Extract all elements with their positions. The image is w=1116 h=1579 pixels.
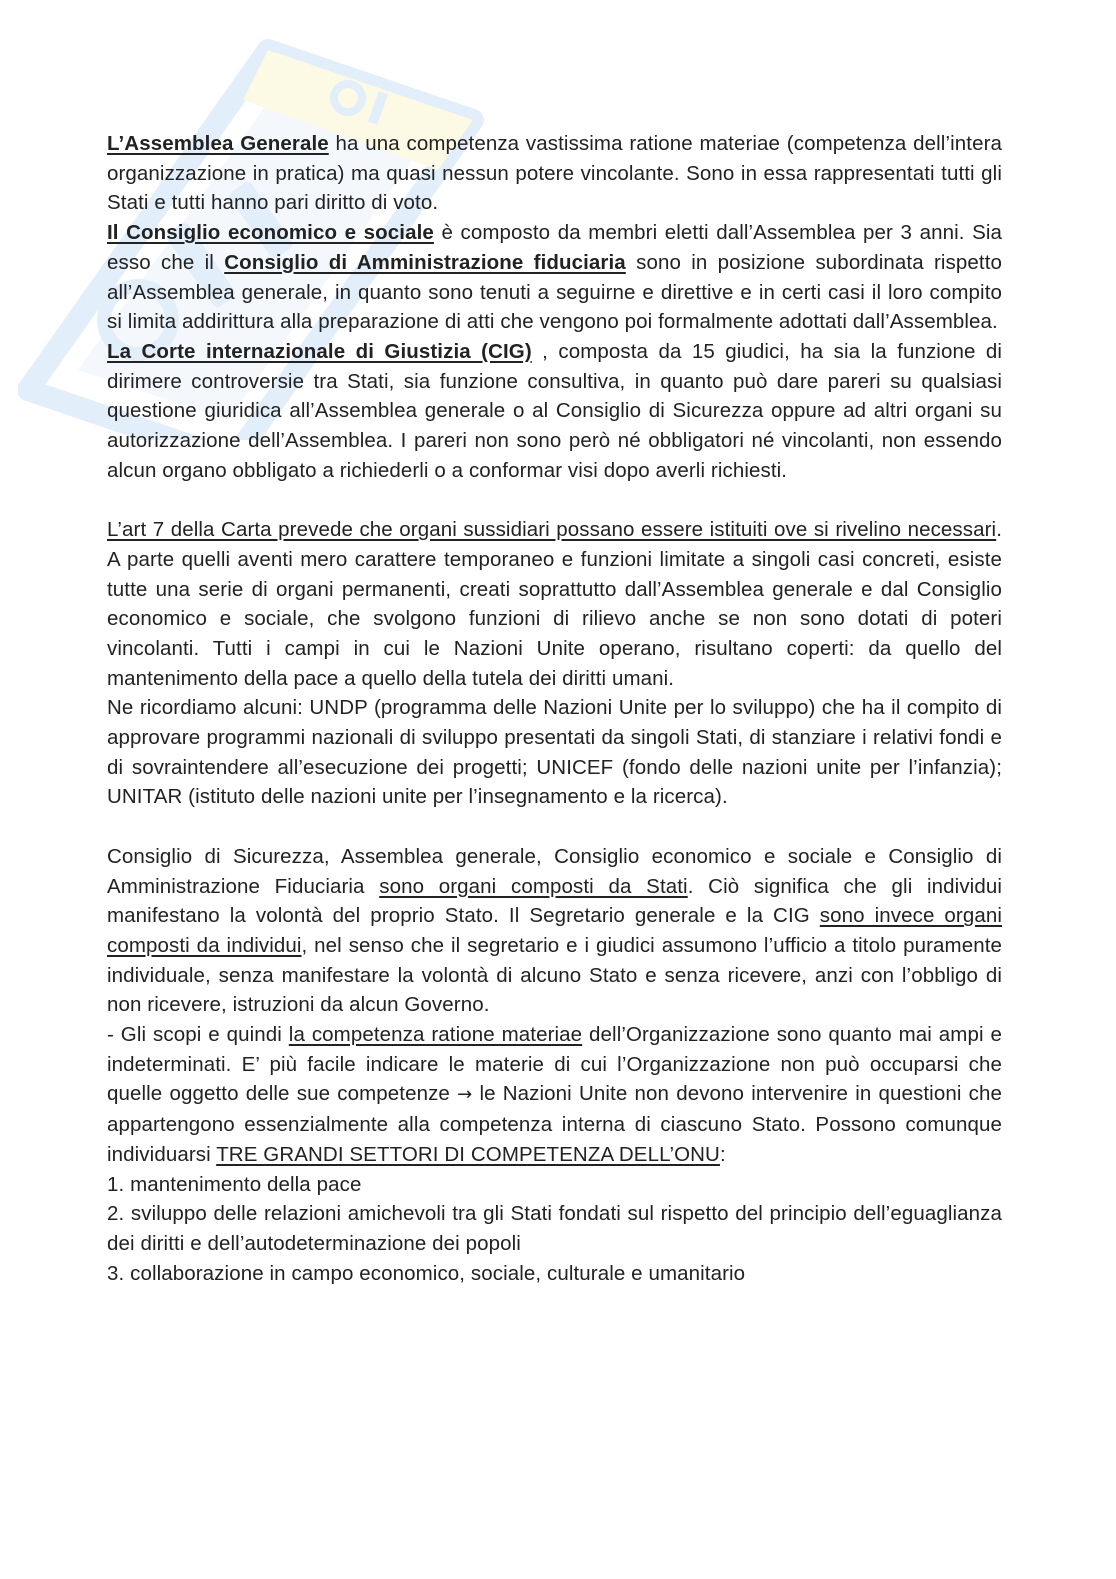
paragraph-text: Consiglio di Sicurezza, Assemblea generale, Consiglio economico e sociale e Consiglio di Amministrazione Fiduciaria (107, 844, 1002, 898)
underlined-tre-settori: TRE GRANDI SETTORI DI COMPETENZA DELL’ONU (216, 1142, 720, 1166)
term-consiglio-amministrazione-fiduciaria: Consiglio di Amministrazione fiduciaria (224, 250, 626, 274)
paragraph-text: . Ciò significa che gli individui manifestano la volontà del proprio Stato. Il Segretario generale e la CIG (107, 874, 1002, 928)
term-assemblea-generale: L’Assemblea Generale (107, 132, 329, 155)
underlined-competenza: la competenza ratione materiae (288, 1023, 583, 1047)
paragraph-text: Ne ricordiamo alcuni: UNDP (programma delle Nazioni Unite per lo sviluppo) che ha il compito di approvare programmi nazionali di sviluppo presentati da singoli Stati, di stanziare i relativi fondi e di sovraintendere all’esecuzione dei progetti; UNICEF (fondo delle nazioni unite per l’infanzia); UNITAR (istituto delle nazioni unite per l’insegnamento e la ricerca). (107, 696, 1002, 809)
paragraph-text: . A parte quelli aventi mero carattere temporaneo e funzioni limitate a singoli casi concreti, esiste tutte una serie di organi permanenti, creati soprattutto dall’Assemblea generale e dal Consiglio economico e sociale, che svolgono funzioni di rilievo anche se non sono dotati di poteri vincolanti. Tutti i campi in cui le Nazioni Unite operano, risultano coperti: da quello del mantenimento della pace a quello della tutela dei diritti umani. (107, 518, 1002, 690)
paragraph-text: - Gli scopi e quindi (107, 1023, 289, 1047)
paragraph-text: è composto da membri eletti dall’Assemblea per 3 anni. Sia esso che il (107, 221, 1003, 274)
paragraph-competenza-ratione-materiae (107, 1020, 1002, 1170)
paragraph-esempi-organi (107, 693, 1002, 812)
paragraph-text: sono in posizione subordinata rispetto all’Assemblea generale, in quanto sono tenuti a seguirne e direttive e in certi casi il loro compito si limita addirittura alla preparazione di atti che vengono poi formalmente adottati dall’Assemblea. (107, 250, 1003, 334)
term-corte-internazionale: La Corte internazionale di Giustizia (CIG) (107, 339, 532, 363)
paragraph-organi-composti (107, 842, 1002, 1020)
list-item: 1. mantenimento della pace (107, 1172, 362, 1196)
paragraph-organi-sussidiari (107, 515, 1002, 693)
paragraph-text: ha una competenza vastissima ratione materiae (competenza dell’intera organizzazione in pratica) ma quasi nessun potere vincolante. Sono in essa rappresentati tutti gli Stati e tutti hanno pari diritto di voto. (107, 132, 1002, 215)
underlined-organi-stati: sono organi composti da Stati (379, 874, 688, 898)
paragraph-consiglio-economico (107, 218, 1002, 337)
underlined-organi-individui: sono invece organi composti da individui (107, 904, 1003, 957)
document-page (107, 129, 1002, 1288)
arrow-right-icon: → (457, 1084, 473, 1106)
list-item: 2. sviluppo delle relazioni amichevoli tra gli Stati fondati sul rispetto del principio dell’eguaglianza dei diritti e dell’autodeterminazione dei popoli (107, 1202, 1002, 1255)
paragraph-assemblea-generale (107, 129, 1002, 218)
term-consiglio-economico-sociale: Il Consiglio economico e sociale (107, 221, 434, 245)
paragraph-text: , composta da 15 giudici, ha sia la funzione di dirimere controversie tra Stati, sia funzione consultiva, in quanto può dare pareri su qualsiasi questione giuridica all’Assemblea generale o al Consiglio di Sicurezza oppure ad altri organi su autorizzazione dell’Assemblea. I pareri non sono però né obbligatori né vincolanti, non essendo alcun organo obbligato a richiederli o a conformar visi dopo averli richiesti. (107, 339, 1003, 482)
paragraph-text: le Nazioni Unite non devono intervenire in questioni che appartengono essenzialmente alla competenza interna di ciascuno Stato. Possono comunque individuarsi (107, 1082, 1002, 1166)
list-item: 3. collaborazione in campo economico, sociale, culturale e umanitario (107, 1261, 746, 1285)
paragraph-text: : (719, 1142, 726, 1166)
underlined-art-7: L’art 7 della Carta prevede che organi sussidiari possano essere istituiti ove si rivelino necessari (107, 518, 997, 542)
paragraph-corte-internazionale (107, 337, 1002, 486)
paragraph-text: , nel senso che il segretario e i giudici assumono l’ufficio a titolo puramente individuale, senza manifestare la volontà di alcuno Stato e senza ricevere, anzi con l’obbligo di non ricevere, istruzioni da alcun Governo. (107, 933, 1003, 1017)
paragraph-text: dell’Organizzazione sono quanto mai ampi e indeterminati. E’ più facile indicare le materie di cui l’Organizzazione non può occuparsi che quelle oggetto delle sue competenze (107, 1023, 1002, 1106)
